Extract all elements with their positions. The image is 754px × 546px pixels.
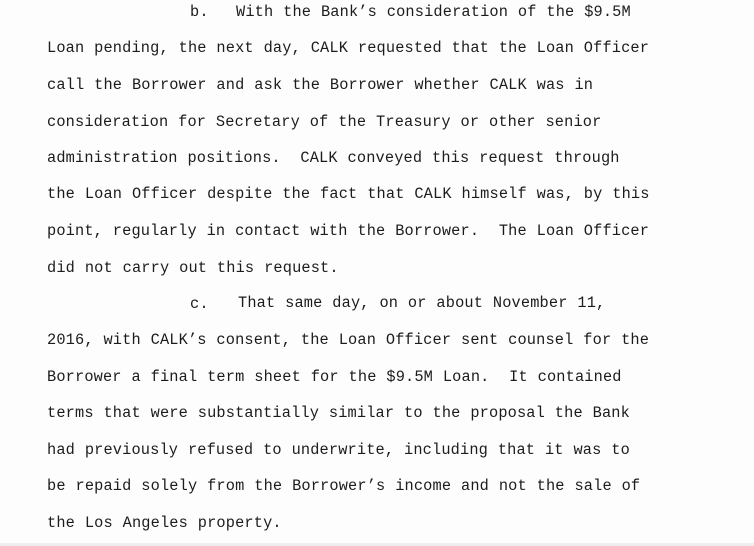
paragraph-b-line: point, regularly in contact with the Borrower. The Loan Officer <box>47 222 650 240</box>
paragraph-c-line: had previously refused to underwrite, including that it was to <box>47 441 630 459</box>
paragraph-c-label: c. <box>190 295 209 313</box>
paragraph-c-line: terms that were substantially similar to the proposal the Bank <box>47 404 630 422</box>
paragraph-c-line: be repaid solely from the Borrower’s income and not the sale of <box>47 477 641 495</box>
paragraph-c-line: Borrower a final term sheet for the $9.5M Loan. It contained <box>47 368 622 386</box>
paragraph-c-line: the Los Angeles property. <box>47 514 282 532</box>
paragraph-c-first-line: That same day, on or about November 11, <box>238 294 606 312</box>
paragraph-b-label: b. <box>190 3 209 21</box>
paragraph-c-line: 2016, with CALK’s consent, the Loan Officer sent counsel for the <box>47 331 650 349</box>
paragraph-b-line: the Loan Officer despite the fact that CALK himself was, by this <box>47 185 650 203</box>
paragraph-b-line: consideration for Secretary of the Treasury or other senior <box>47 113 602 131</box>
paragraph-b-line: administration positions. CALK conveyed this request through <box>47 149 620 167</box>
paragraph-b-line: call the Borrower and ask the Borrower whether CALK was in <box>47 76 594 94</box>
paragraph-b-line: did not carry out this request. <box>47 259 339 277</box>
paragraph-b-first-line: With the Bank’s consideration of the $9.5M <box>236 3 631 21</box>
paragraph-b-line: Loan pending, the next day, CALK requested that the Loan Officer <box>47 39 650 57</box>
